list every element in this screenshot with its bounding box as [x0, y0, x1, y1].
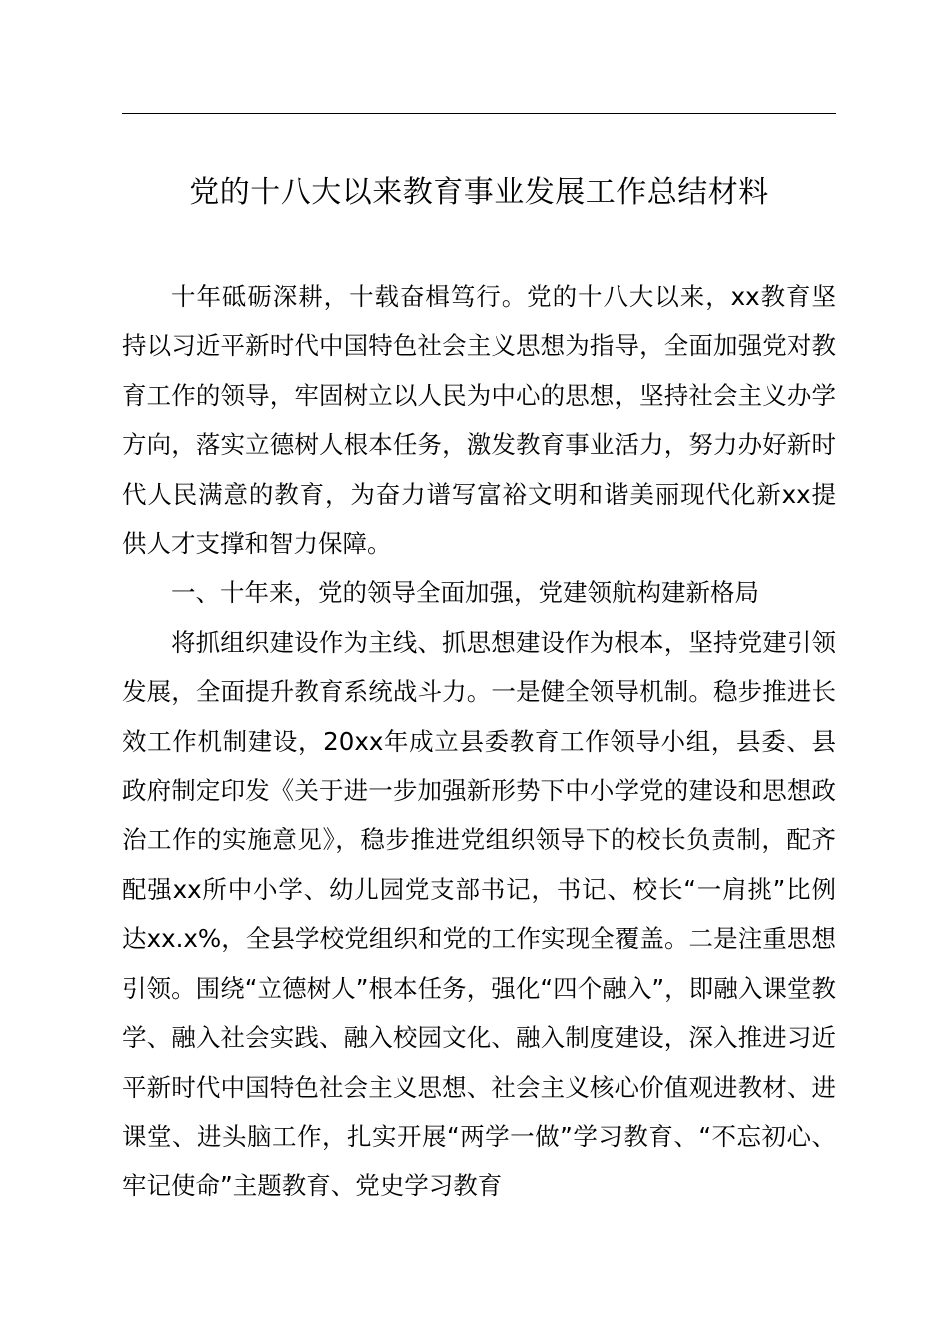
paragraph-section-1: 将抓组织建设作为主线、抓思想建设作为根本，坚持党建引领发展，全面提升教育系统战斗力。一是健全领导机制。稳步推进长效工作机制建设，20xx年成立县委教育工作领导小组，县委、县政府制定印发《关于进一步加强新形势下中小学党的建设和思想政治工作的实施意见》，稳步推进党组织领导下的校长负责制，配齐配强xx所中小学、幼儿园党支部书记，书记、校长“一肩挑”比例达xx.x%，全县学校党组织和党的工作实现全覆盖。二是注重思想引领。围绕“立德树人”根本任务，强化“四个融入”，即融入课堂教学、融入社会实践、融入校园文化、融入制度建设，深入推进习近平新时代中国特色社会主义思想、社会主义核心价值观进教材、进课堂、进头脑工作，扎实开展“两学一做”学习教育、“不忘初心、牢记使命”主题教育、党史学习教育 [122, 627, 836, 1201]
section-heading-1: 一、十年来，党的领导全面加强，党建领航构建新格局 [171, 578, 759, 608]
header-rule [122, 113, 836, 114]
document-body [122, 272, 836, 1211]
paragraph-intro: 十年砥砺深耕，十载奋楫笃行。党的十八大以来，xx教育坚持以习近平新时代中国特色社会主义思想为指导，全面加强党对教育工作的领导，牢固树立以人民为中心的思想，坚持社会主义办学方向，落实立德树人根本任务，激发教育事业活力，努力办好新时代人民满意的教育，为奋力谱写富裕文明和谐美丽现代化新xx提供人才支撑和智力保障。 [122, 282, 836, 559]
document-title: 党的十八大以来教育事业发展工作总结材料 [189, 175, 769, 210]
